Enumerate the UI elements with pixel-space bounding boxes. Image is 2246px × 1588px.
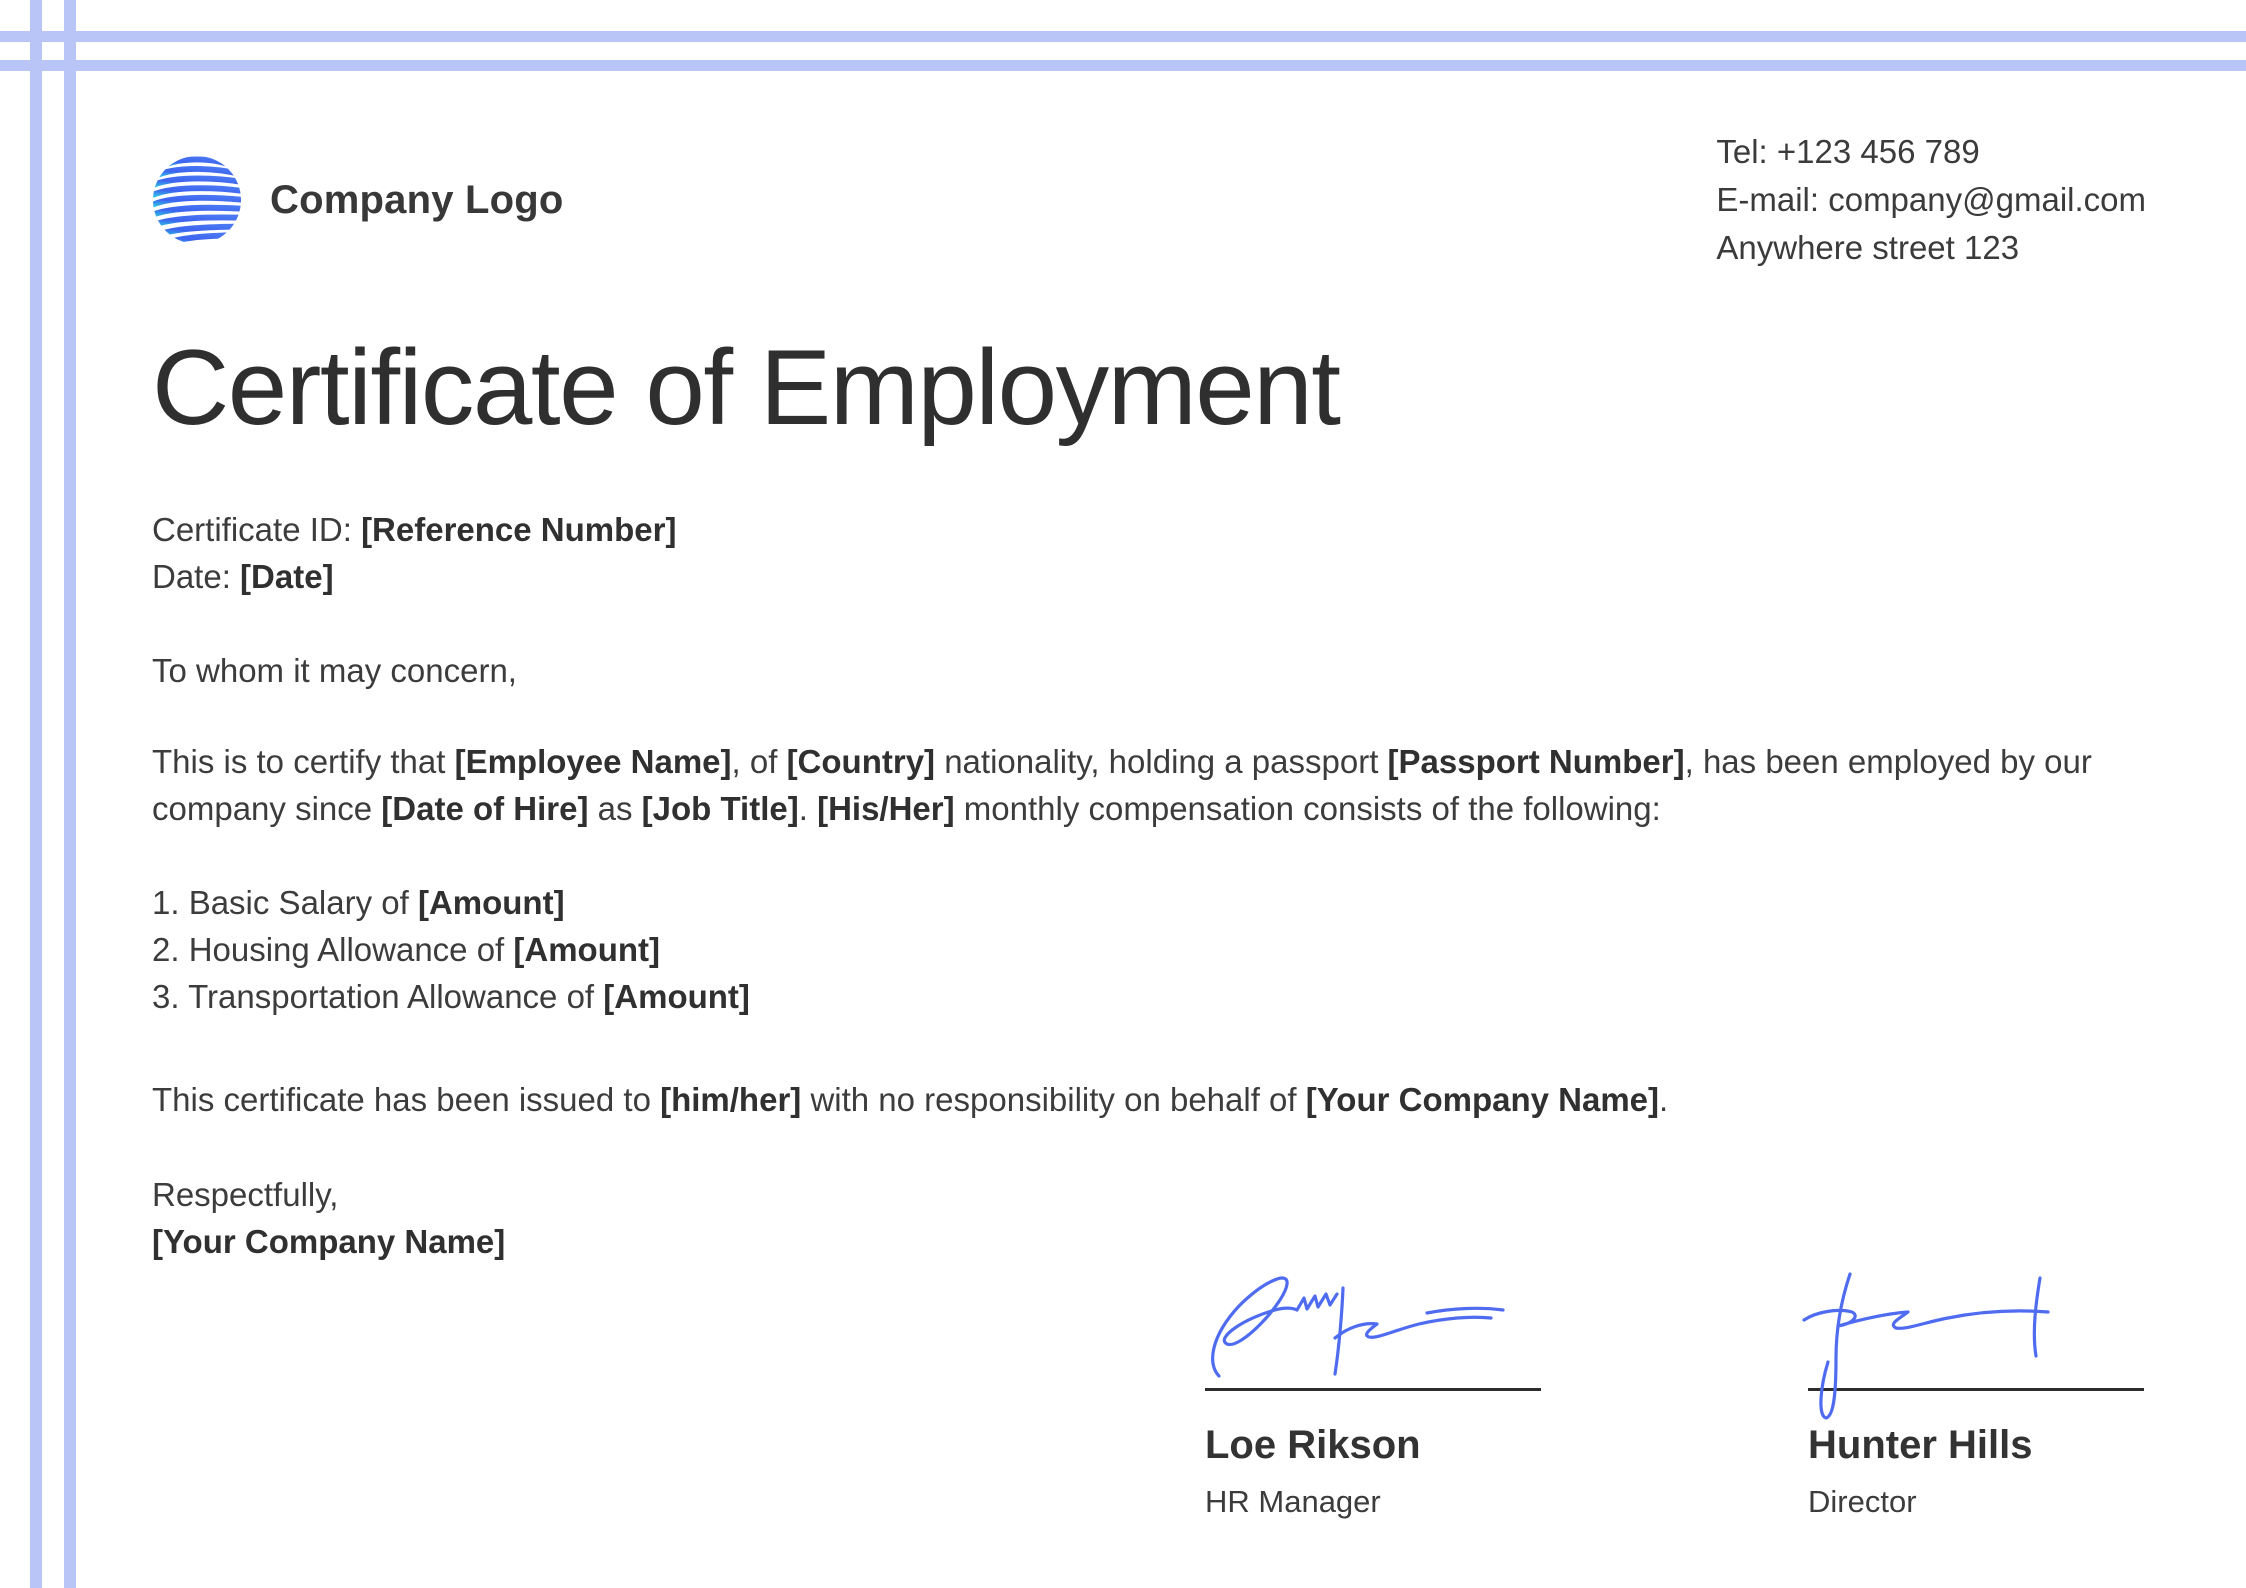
contact-address: Anywhere street 123: [1716, 229, 2020, 266]
salutation: To whom it may concern,: [152, 652, 517, 690]
signatory-name: Loe Rikson: [1205, 1423, 1421, 1467]
signature-scribble-icon: [1205, 1258, 1541, 1388]
contact-tel: Tel: +123 456 789: [1716, 133, 1980, 170]
signatory-role: HR Manager: [1205, 1484, 1381, 1519]
signoff-block: [152, 1171, 2146, 1265]
company-logo-label: Company Logo: [270, 177, 564, 222]
certificate-id-line: Certificate ID: [Reference Number]: [152, 511, 677, 549]
border-line-horizontal-2: [0, 60, 2246, 71]
contact-info: [1716, 128, 2146, 272]
signature-block-director: [1808, 1258, 2144, 1520]
page-title: Certificate of Employment: [152, 327, 1340, 447]
globe-stripes-icon: [152, 155, 242, 245]
compensation-item: 1. Basic Salary of [Amount]: [152, 884, 565, 922]
signature-scribble-icon: [1808, 1258, 2144, 1388]
date-line: Date: [Date]: [152, 558, 334, 596]
certificate-meta: [152, 506, 2146, 600]
contact-email: E-mail: company@gmail.com: [1716, 181, 2146, 218]
compensation-list: [152, 879, 2146, 1020]
closing-paragraph: This certificate has been issued to [him/her] with no responsibility on behalf of [Your Company Name].: [152, 1081, 1669, 1119]
border-line-vertical-1: [30, 0, 42, 1588]
signatory-name: Hunter Hills: [1808, 1423, 2033, 1467]
signoff-respectfully: Respectfully,: [152, 1176, 339, 1214]
header: [152, 128, 2146, 272]
border-line-vertical-2: [64, 0, 76, 1588]
certificate-content: [152, 128, 2146, 1265]
signature-line: [1205, 1388, 1541, 1391]
signoff-company-name: [Your Company Name]: [152, 1223, 506, 1261]
border-line-horizontal-1: [0, 31, 2246, 42]
signatory-role: Director: [1808, 1484, 1917, 1519]
signature-line: [1808, 1388, 2144, 1391]
compensation-item: 2. Housing Allowance of [Amount]: [152, 931, 661, 969]
signature-block-hr-manager: [1205, 1258, 1541, 1520]
compensation-item: 3. Transportation Allowance of [Amount]: [152, 978, 750, 1016]
body-intro-paragraph: This is to certify that [Employee Name], of [Country] nationality, holding a passport [Passport Number], has been employed by our company since [Date of Hire] as [Job Title]. [His/Her] monthly compensation consists of the following:: [152, 743, 2092, 828]
company-logo: [152, 155, 564, 245]
